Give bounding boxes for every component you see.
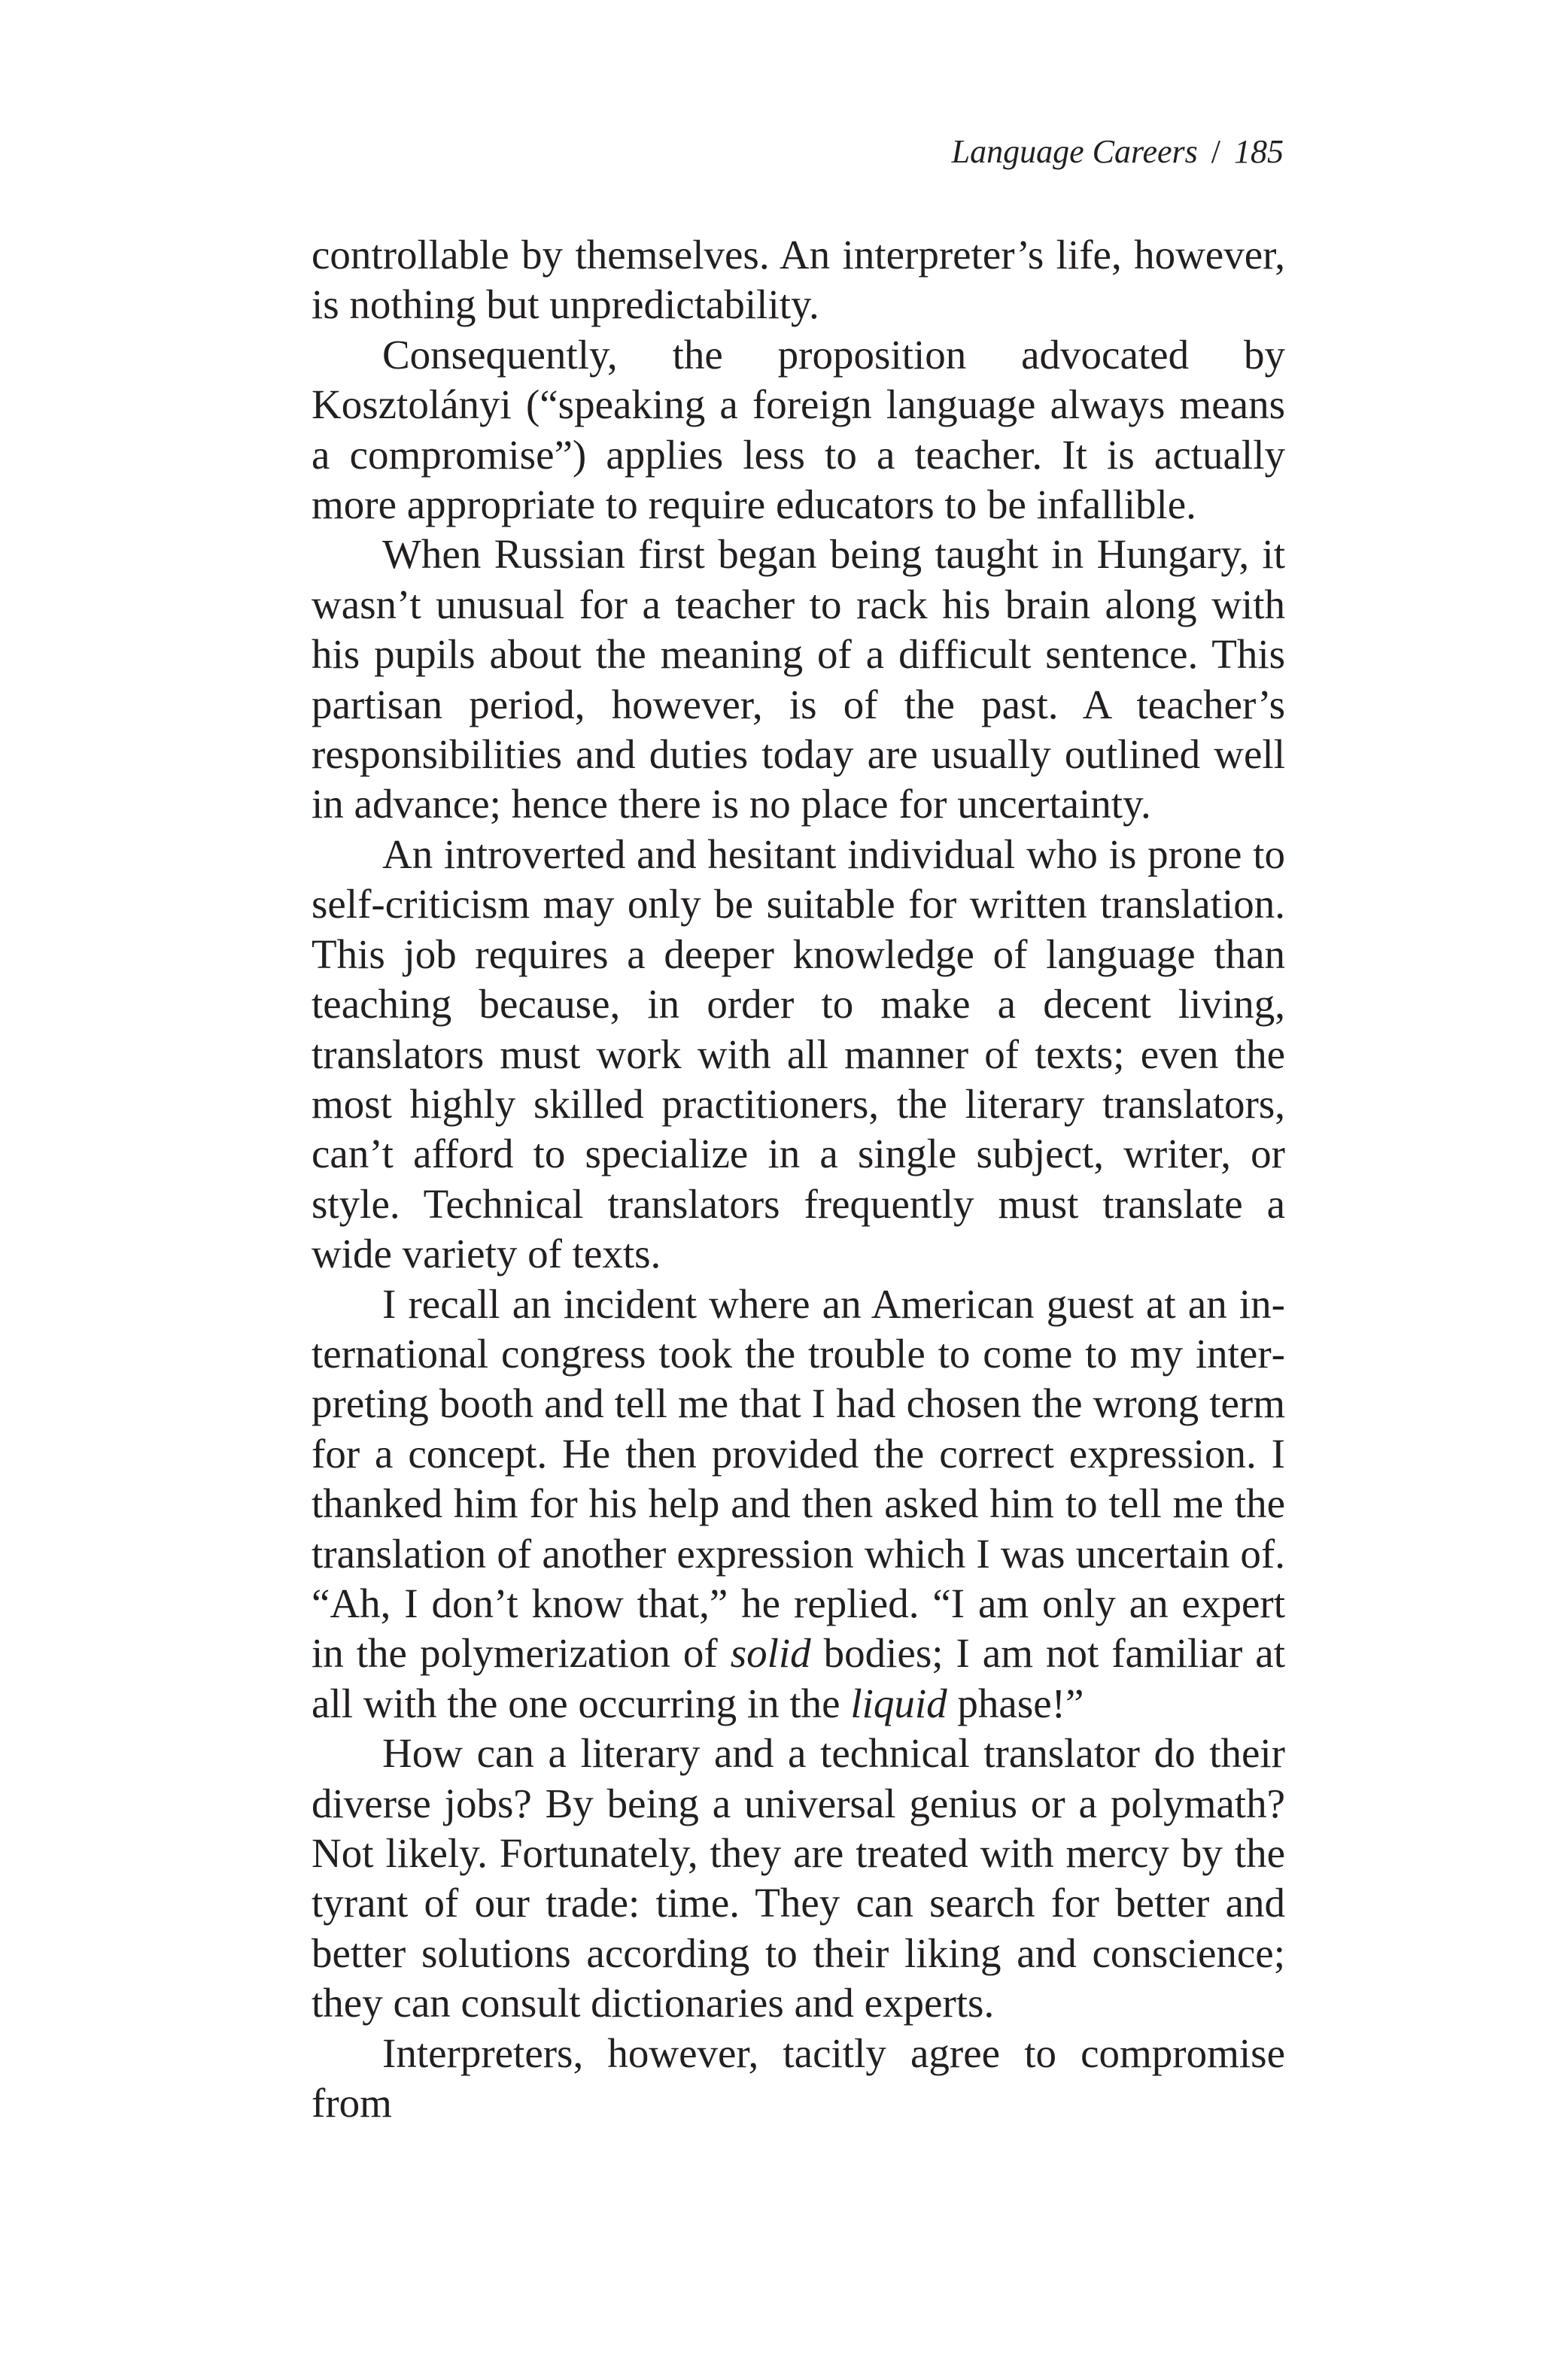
anecdote-text-middle: bodies; I am not familiar at all with the one occurring in the [312,1630,1285,1726]
emphasis-solid: solid [730,1630,811,1677]
paragraph-continuation: controllable by themselves. An interpreter’s life, however, is nothing but unpredictability. [312,232,1285,328]
paragraph-translator-time: How can a literary and a technical translator do their diverse jobs? By being a universal genius or a polymath? Not likely. Fortunately, they are treated with mercy by the tyrant of our trade: time. They can search for better and better solutions according to their liking and conscience; they can consult dictionaries and experts. [312,1730,1285,2026]
running-head-separator: / [1211,133,1220,170]
paragraph-kosztolanyi: Consequently, the proposition advocated by Kosztolányi (“speaking a foreign language always means a compromise”) applies less to a teacher. It is actually more appropriate to require educators to be infallible. [312,331,1285,528]
paragraph-written-translation: An introverted and hesitant individual who is prone to self-criticism may only be suitable for written translation. This job requires a deeper knowledge of language than teaching because, in order to make a decent living, translators must work with all manner of texts; even the most highly skilled practitioners, the literary translators, can’t afford to specialize in a single subject, writer, or style. Technical translators frequently must translate a wide variety of texts. [312,830,1285,1277]
paragraph-interpreters: Interpreters, however, tacitly agree to compromise from [312,2029,1285,2127]
running-title: Language Careers [951,133,1198,170]
emphasis-liquid: liquid [850,1680,947,1726]
paragraph-congress-anecdote [312,1280,1285,1729]
running-head [312,129,1284,175]
anecdote-text-end: phase!” [947,1680,1084,1726]
anecdote-text-start: I recall an incident where an American guest at an international congress took the trouble to come to my interpreting booth and tell me that I had chosen the wrong term for a concept. He then provided the correct expression. I thanked him for his help and then asked him to tell me the translation of another expression which I was uncertain of. “Ah, I don’t know that,” he replied. “I am only an expert in the polymerization of [312,1280,1285,1677]
body-text [312,230,1285,2128]
page-number: 185 [1234,133,1284,170]
paragraph-russian-teaching: When Russian first began being taught in Hungary, it wasn’t unusual for a teacher to rack his brain along with his pupils about the meaning of a difficult sentence. This partisan period, however, is of the past. A teacher’s responsibilities and duties today are usually outlined well in advance; hence there is no place for uncertainty. [312,531,1285,827]
